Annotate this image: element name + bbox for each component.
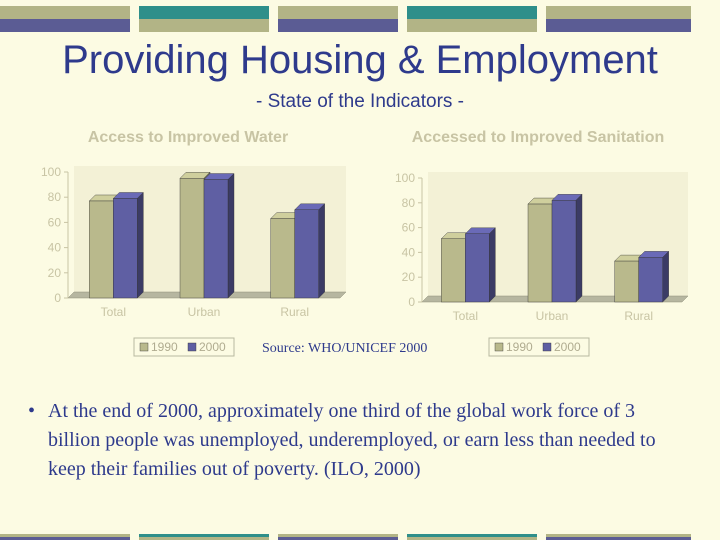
y-tick-label: 100 [394,171,415,185]
bar-side [228,174,234,298]
chart-sanitation [386,118,696,358]
bar [441,239,465,302]
y-tick-label: 60 [47,215,61,230]
band-segment [139,6,269,32]
x-tick-label: Total [100,305,127,319]
legend-swatch [188,343,196,351]
x-tick-label: Rural [624,309,654,323]
page-title: Providing Housing & Employment [62,38,658,82]
y-tick-label: 0 [408,295,415,309]
bar [180,178,204,298]
bar-side [137,192,143,298]
bar-side [489,228,495,302]
band-segment [407,6,537,32]
legend-label: 1990 [506,340,533,354]
legend-swatch [495,343,503,351]
y-tick-label: 0 [54,291,61,305]
band-segment [0,6,130,32]
bottom-decorative-band [0,534,720,540]
bar [639,257,663,302]
legend-swatch [140,343,148,351]
page-subtitle: - State of the Indicators - [255,91,465,112]
bar-side [576,194,582,302]
x-tick-label: Rural [280,305,310,319]
chart-water-svg [28,118,358,358]
chart-title: Access to Improved Water [87,129,289,146]
y-tick-label: 40 [47,240,61,255]
chart-title: Accessed to Improved Sanitation [411,129,665,146]
x-tick-label: Urban [187,305,221,319]
bar-side [319,204,325,298]
legend-swatch [543,343,551,351]
band-segment [407,534,537,540]
bar-side [663,251,669,302]
bar [295,210,319,298]
bar [465,234,489,302]
legend [489,338,589,356]
bar [204,180,228,298]
bullet-glyph: • [28,400,36,422]
band-segment [139,534,269,540]
bullet-text: At the end of 2000, approximately one third of the global work force of 3 billion people was unemployed, underemployed, or earn less than needed to keep their families out of poverty. (ILO, 2000) [48,400,656,480]
band-segment [0,534,130,540]
y-tick-label: 40 [401,245,415,260]
band-segment [278,6,398,32]
bullet-point [28,397,688,484]
band-segment [546,6,691,32]
y-tick-label: 60 [401,220,415,235]
band-segment [278,534,398,540]
bar [113,198,137,298]
legend-label: 2000 [199,340,226,354]
bar [89,201,113,298]
source-note: Source: WHO/UNICEF 2000 [262,341,428,356]
bar [271,219,295,298]
band-segment [546,534,691,540]
legend [134,338,234,356]
y-tick-label: 20 [401,270,415,285]
legend-label: 1990 [151,340,178,354]
top-decorative-band [0,6,720,32]
chart-water [28,118,358,358]
legend-label: 2000 [554,340,581,354]
bar [615,261,639,302]
y-tick-label: 80 [47,190,61,205]
x-tick-label: Urban [535,309,569,323]
x-tick-label: Total [452,309,479,323]
y-tick-label: 20 [47,265,61,280]
bar [552,200,576,302]
bar [528,204,552,302]
chart-sanitation-svg [386,118,696,358]
y-tick-label: 80 [401,195,415,210]
y-tick-label: 100 [40,165,61,179]
